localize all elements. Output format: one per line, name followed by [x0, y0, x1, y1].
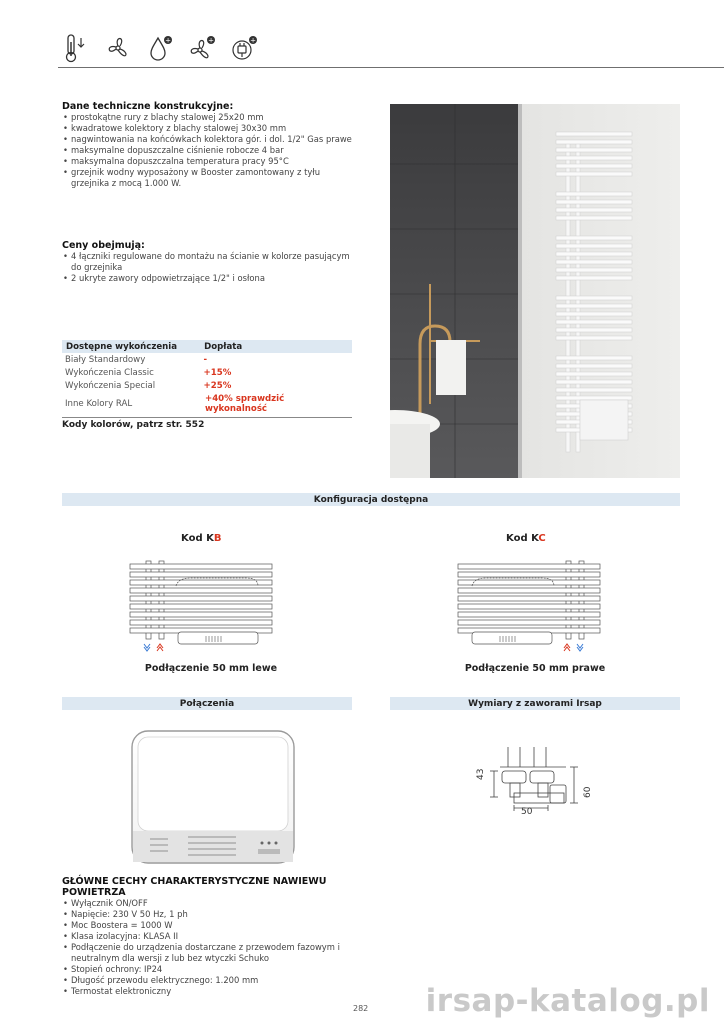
table-row [62, 353, 352, 366]
features-list [62, 898, 362, 997]
code-left [181, 533, 221, 544]
svg-text:+: + [165, 36, 171, 45]
code-letter: C [538, 533, 546, 544]
table-header [62, 340, 352, 353]
list-item: • Podłączenie do urządzenia dostarczane z przewodem fazowym i neutralnym dla wersji z lub bez wtyczki Schuko [71, 942, 362, 964]
finish-extra: - [203, 354, 208, 365]
feature-icons [62, 32, 258, 64]
tech-list [62, 112, 352, 189]
finish-extra: +40% sprawdzić wykonalność [205, 394, 285, 414]
list-item: • maksymalne dopuszczalne ciśnienie robocze 4 bar [71, 145, 352, 156]
plug-plus-icon [230, 32, 258, 64]
list-item: • Wyłącznik ON/OFF [71, 898, 362, 909]
list-item: • nagwintowania na końcówkach kolektora gór. i dol. 1/2" Gas prawe [71, 134, 352, 145]
color-codes-note: Kody kolorów, patrz str. 552 [62, 420, 205, 430]
col-extra: Dopłata [204, 341, 243, 352]
booster-drawing [128, 727, 298, 867]
list-item: • 2 ukryte zawory odpowietrzające 1/2" i osłona [71, 273, 352, 284]
price-section [62, 240, 352, 284]
list-item: • Stopień ochrony: IP24 [71, 964, 362, 975]
product-photo [390, 104, 680, 478]
finish-extra: +15% [203, 367, 232, 378]
caption-right: Podłączenie 50 mm prawe [464, 663, 606, 674]
code-prefix: Kod K [181, 533, 214, 544]
connections-bar: Połączenia [62, 697, 352, 710]
fan-icon [104, 32, 132, 64]
finish-name: Wykończenia Special [65, 380, 156, 391]
features-title: GŁÓWNE CECHY CHARAKTERYSTYCZNE NAWIEWU POWIETRZA [62, 876, 327, 898]
water-drop-plus-icon [146, 32, 174, 64]
svg-text:+: + [208, 36, 214, 45]
finish-name: Inne Kolory RAL [65, 399, 133, 409]
dim-height-60: 60 [583, 786, 593, 798]
radiator-diagram-right [454, 556, 604, 656]
finish-name: Biały Standardowy [65, 354, 146, 365]
table-row [62, 392, 352, 416]
list-item: • maksymalna dopuszczalna temperatura pracy 95°C [71, 156, 352, 167]
dim-width-50: 50 [521, 807, 533, 817]
fan-plus-icon [188, 32, 216, 64]
table-row [62, 366, 352, 379]
code-right [506, 533, 546, 544]
thermometer-down-icon [62, 32, 90, 64]
price-title: Ceny obejmują: [62, 240, 145, 251]
svg-text:+: + [250, 36, 256, 45]
finish-name: Wykończenia Classic [65, 367, 154, 378]
list-item: • Moc Boostera = 1000 W [71, 920, 362, 931]
table-row [62, 379, 352, 392]
tech-title: Dane techniczne konstrukcyjne: [62, 101, 234, 112]
caption-left: Podłączenie 50 mm lewe [144, 663, 278, 674]
divider [62, 417, 352, 418]
dim-height-43: 43 [476, 768, 486, 780]
tech-section [62, 101, 352, 189]
list-item: • Klasa izolacyjna: KLASA II [71, 931, 362, 942]
finish-table [62, 340, 352, 430]
price-list [62, 251, 352, 284]
list-item: • Napięcie: 230 V 50 Hz, 1 ph [71, 909, 362, 920]
valve-dimensions-drawing [478, 745, 588, 820]
finish-extra: +25% [203, 380, 232, 391]
code-letter: B [213, 533, 222, 544]
list-item: • Termostat elektroniczny [71, 986, 362, 997]
list-item: • prostokątne rury z blachy stalowej 25x20 mm [71, 112, 352, 123]
header-rule [58, 67, 724, 68]
radiator-diagram-left [126, 556, 276, 656]
list-item: • kwadratowe kolektory z blachy stalowej 30x30 mm [71, 123, 352, 134]
list-item: • Długość przewodu elektrycznego: 1.200 mm [71, 975, 362, 986]
watermark: irsap-katalog.pl [425, 983, 710, 1019]
col-finish: Dostępne wykończenia [66, 341, 178, 352]
features-section [62, 876, 362, 997]
page-number: 282 [353, 1004, 369, 1013]
list-item: • 4 łączniki regulowane do montażu na ścianie w kolorze pasującym do grzejnika [71, 251, 352, 273]
dimensions-bar: Wymiary z zaworami Irsap [390, 697, 680, 710]
list-item: • grzejnik wodny wyposażony w Booster zamontowany z tyłu grzejnika z mocą 1.000 W. [71, 167, 352, 189]
code-prefix: Kod K [506, 533, 539, 544]
config-bar: Konfiguracja dostępna [62, 493, 680, 506]
